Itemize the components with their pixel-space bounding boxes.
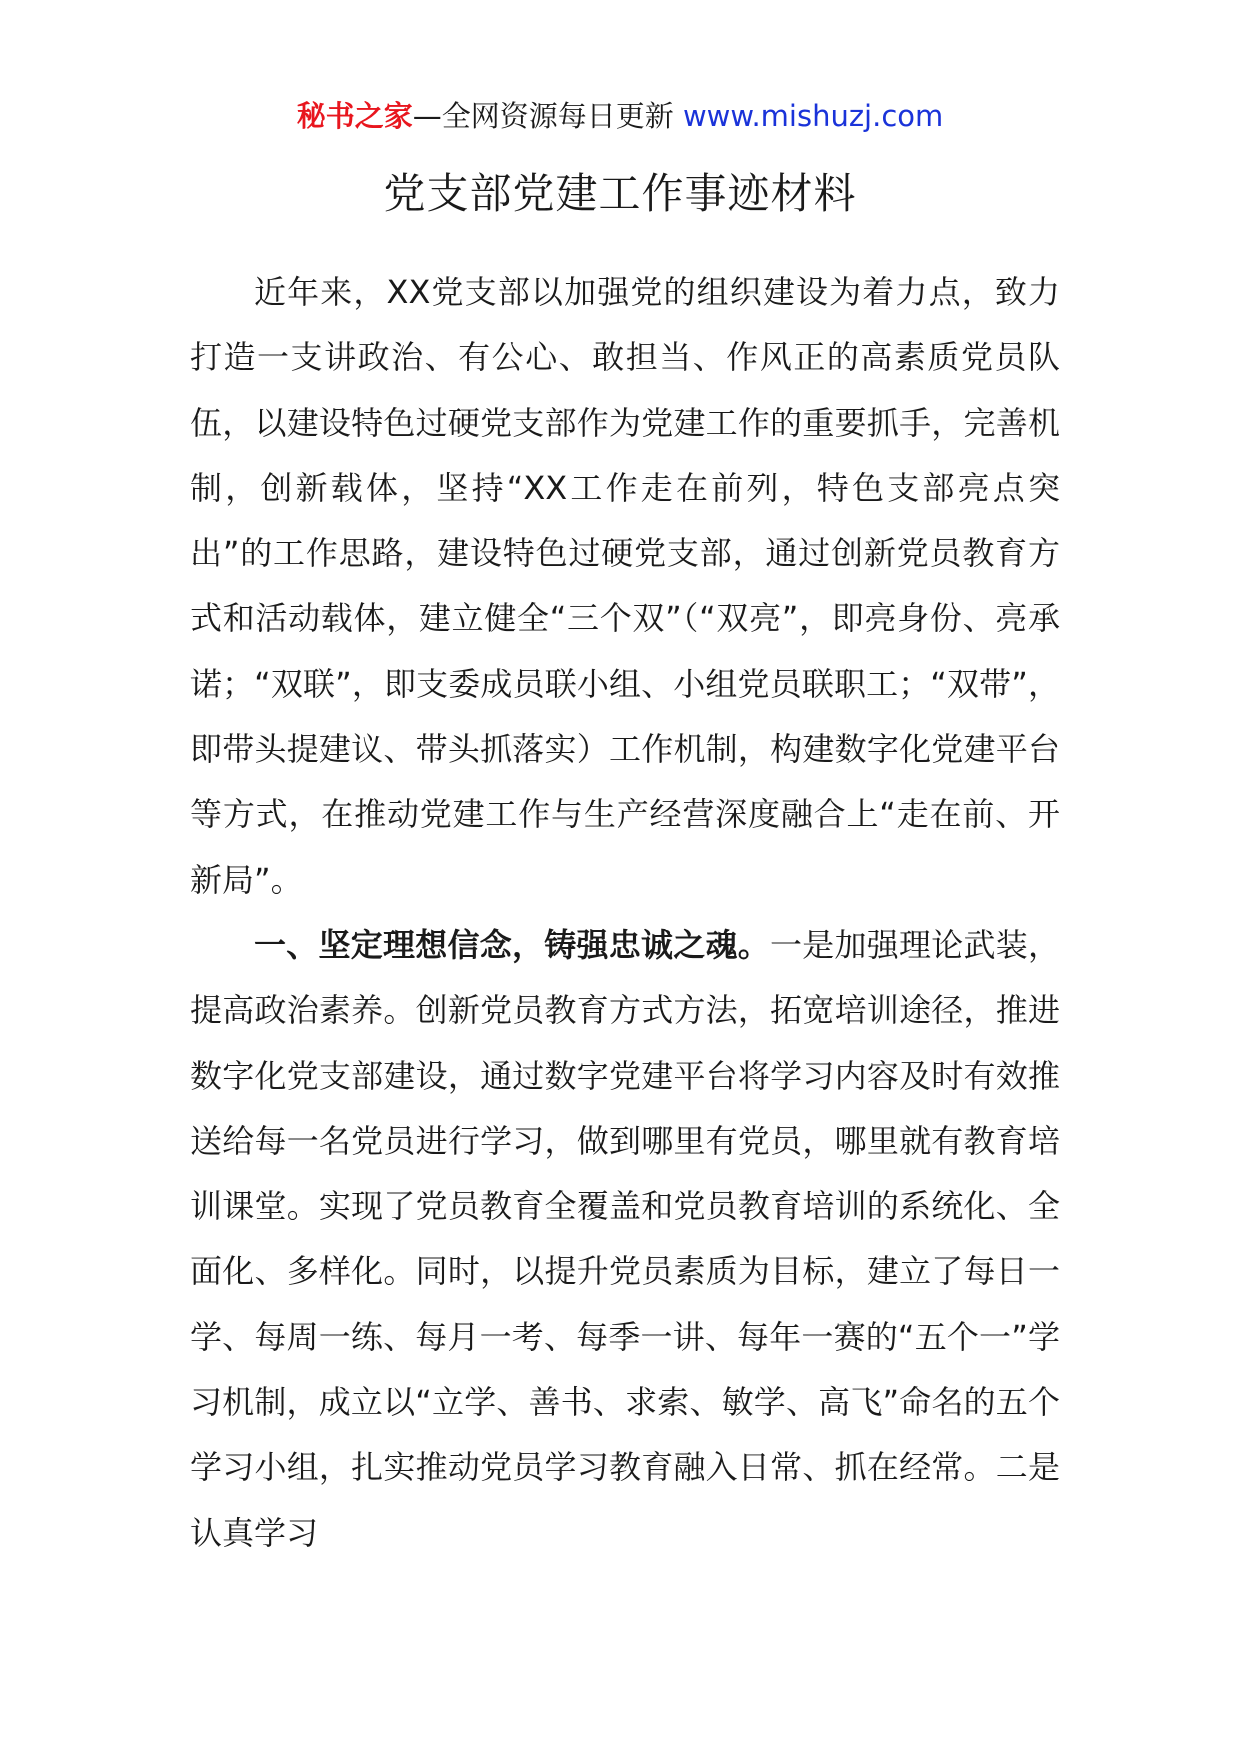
document-title: 党支部党建工作事迹材料 — [383, 169, 857, 218]
document-body — [190, 260, 1060, 1566]
paragraph-text: 近年来，XX党支部以加强党的组织建设为着力点，致力打造一支讲政治、有公心、敢担当、作风正的高素质党员队伍，以建设特色过硬党支部作为党建工作的重要抓手，完善机制，创新载体，坚持“XX工作走在前列，特色支部亮点突出”的工作思路，建设特色过硬党支部，通过创新党员教育方式和活动载体，建立健全“三个双”（“双亮”，即亮身份、亮承诺；“双联”，即支委成员联小组、小组党员联职工；“双带”，即带头提建议、带头抓落实）工作机制，构建数字化党建平台等方式，在推动党建工作与生产经营深度融合上“走在前、开新局”。 — [190, 273, 1060, 899]
site-header — [0, 96, 1240, 136]
section-paragraph — [190, 913, 1060, 1566]
brand-name: 秘书之家 — [296, 99, 413, 133]
site-url-link[interactable]: www.mishuzj.com — [682, 99, 944, 133]
section-heading: 一、坚定理想信念，铸强忠诚之魂。 — [254, 925, 770, 964]
intro-paragraph — [190, 260, 1060, 913]
header-slogan: —全网资源每日更新 — [412, 99, 674, 133]
paragraph-text: 一是加强理论武装，提高政治素养。创新党员教育方式方法，拓宽培训途径，推进数字化党支部建设，通过数字党建平台将学习内容及时有效推送给每一名党员进行学习，做到哪里有党员，哪里就有教育培训课堂。实现了党员教育全覆盖和党员教育培训的系统化、全面化、多样化。同时，以提升党员素质为目标，建立了每日一学、每周一练、每月一考、每季一讲、每年一赛的“五个一”学习机制，成立以“立学、善书、求索、敏学、高飞”命名的五个学习小组，扎实推动党员学习教育融入日常、抓在经常。二是认真学习 — [190, 925, 1060, 1552]
